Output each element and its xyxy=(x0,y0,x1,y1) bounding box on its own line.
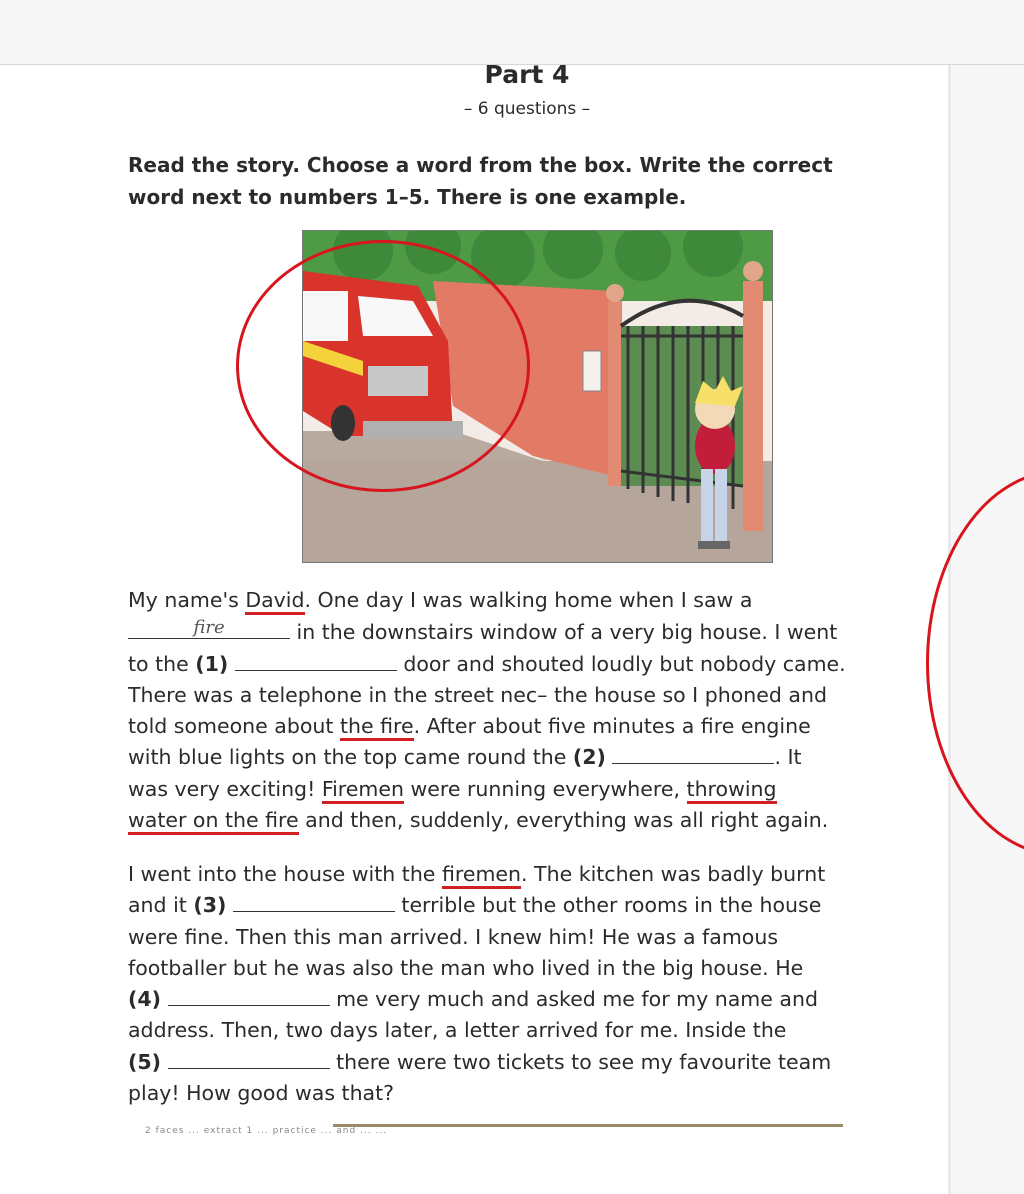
story-line: play! How good was that? xyxy=(128,1081,395,1106)
question-number-5: (5) xyxy=(128,1049,162,1074)
instructions: Read the story. Choose a word from the box. Write the correct word next to numbers 1–5. There is one example. xyxy=(128,153,833,209)
underline-david: David xyxy=(245,588,304,615)
story-line: (5) there were two tickets to see my favourite team xyxy=(128,1049,832,1074)
story-line: was very exciting! Firemen were running everywhere, throwing xyxy=(128,774,948,805)
answer-blank-1[interactable] xyxy=(235,650,397,671)
story-line: footballer but he was also the man who lived in the big house. He xyxy=(128,955,804,980)
answer-blank-3[interactable] xyxy=(233,891,395,912)
story-line: fire in the downstairs window of a very big house. I went xyxy=(128,616,948,648)
story-line: There was a telephone in the street nec– the house so I phoned and xyxy=(128,682,827,707)
story-line: I went into the house with the firemen. The kitchen was badly burnt xyxy=(128,859,948,890)
example-blank xyxy=(128,616,290,639)
underline-throwing: throwing xyxy=(687,777,777,804)
question-number-2: (2) xyxy=(572,745,606,770)
story-line: address. Then, two days later, a letter arrived for me. Inside the xyxy=(128,1018,787,1043)
story-line: (4) me very much and asked me for my name and xyxy=(128,987,818,1012)
answer-blank-5[interactable] xyxy=(168,1048,330,1069)
underline-water-on-the-fire: water on the fire xyxy=(128,808,299,835)
story-line: water on the fire and then, suddenly, everything was all right again. xyxy=(128,805,948,836)
part-title: Part 4 xyxy=(484,60,570,89)
story-line: were fine. Then this man arrived. I knew him! He was a famous xyxy=(128,924,779,949)
story-paragraph-2 xyxy=(128,859,948,1109)
answer-blank-4[interactable] xyxy=(168,985,330,1006)
story-line: and it (3) terrible but the other rooms in the house xyxy=(128,893,822,918)
example-answer: fire xyxy=(193,617,225,639)
story-line: told someone about the fire. After about five minutes a fire engine xyxy=(128,711,948,742)
footer-text: 2 faces ... extract 1 ... practice ... and ... ... xyxy=(145,1126,388,1136)
question-number-3: (3) xyxy=(193,893,227,918)
underline-firemen: Firemen xyxy=(322,777,404,804)
annotation-circle-fire-engine xyxy=(236,240,530,492)
questions-count: – 6 questions – xyxy=(463,99,591,119)
story-line: to the (1) door and shouted loudly but nobody came. xyxy=(128,651,846,676)
answer-blank-2[interactable] xyxy=(612,743,774,764)
underline-the-fire: the fire xyxy=(340,714,414,741)
story-line: My name's David. One day I was walking home when I saw a xyxy=(128,585,948,616)
underline-firemen-2: firemen xyxy=(442,862,521,889)
question-number-1: (1) xyxy=(195,651,229,676)
question-number-4: (4) xyxy=(128,987,162,1012)
story-paragraph-1 xyxy=(128,585,948,836)
story-line: with blue lights on the top came round the (2) . It xyxy=(128,745,802,770)
